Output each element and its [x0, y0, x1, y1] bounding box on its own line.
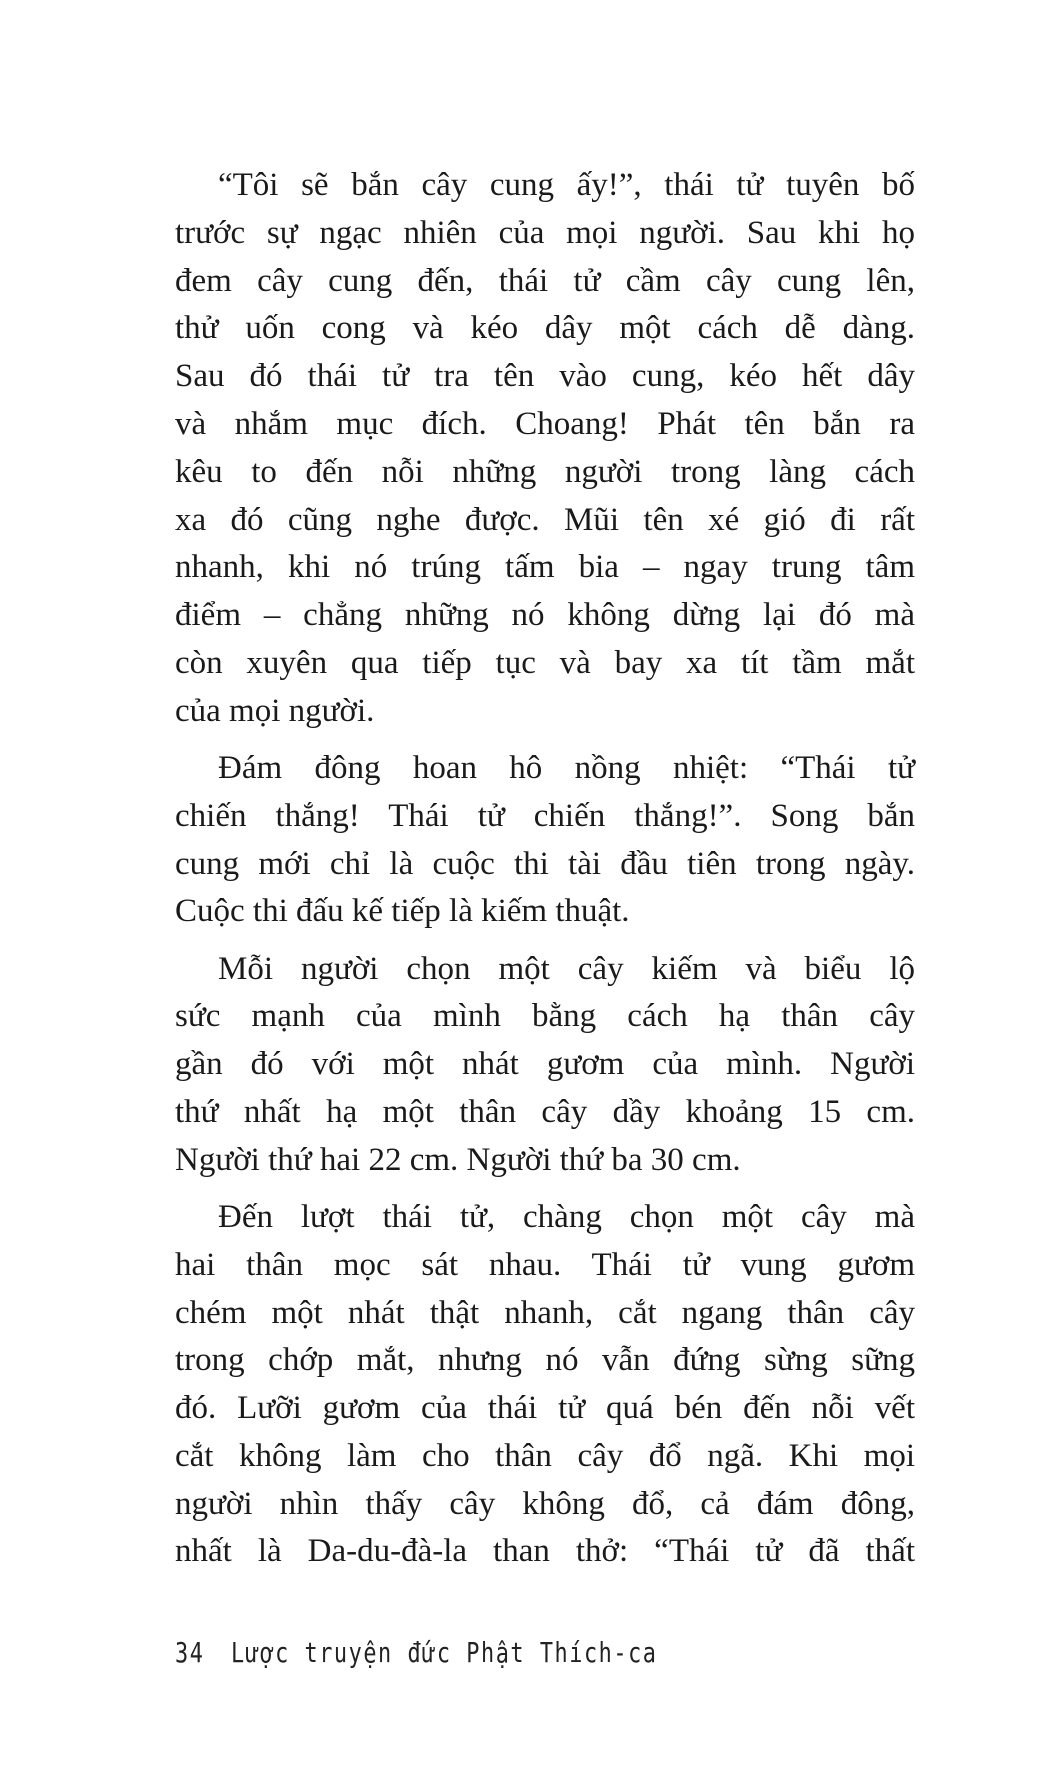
text-line: nhất là Da-du-đà-la than thở: “Thái tử đã thất — [175, 1533, 915, 1570]
running-title: Lược truyện đức Phật Thích-ca — [230, 1636, 658, 1669]
text-line: đem cây cung đến, thái tử cầm cây cung lên, — [175, 262, 915, 299]
text-line: người nhìn thấy cây không đổ, cả đám đông, — [175, 1485, 915, 1522]
text-line: Cuộc thi đấu kế tiếp là kiếm thuật. — [175, 893, 630, 930]
paragraph-3 — [175, 946, 915, 1185]
text-line: “Tôi sẽ bắn cây cung ấy!”, thái tử tuyên bố — [218, 167, 915, 203]
text-line: hai thân mọc sát nhau. Thái tử vung gươm — [175, 1246, 915, 1283]
text-line: còn xuyên qua tiếp tục và bay xa tít tầm mắt — [175, 644, 915, 681]
text-line: Người thứ hai 22 cm. Người thứ ba 30 cm. — [175, 1141, 741, 1178]
text-line: thứ nhất hạ một thân cây dầy khoảng 15 cm. — [175, 1093, 915, 1130]
body-text — [175, 162, 915, 1586]
text-line: Đến lượt thái tử, chàng chọn một cây mà — [218, 1198, 915, 1235]
page-footer — [175, 1636, 658, 1676]
text-line: chém một nhát thật nhanh, cắt ngang thân cây — [175, 1294, 915, 1331]
text-line: của mọi người. — [175, 692, 375, 729]
text-line: kêu to đến nỗi những người trong làng cách — [175, 453, 915, 490]
text-line: và nhắm mục đích. Choang! Phát tên bắn ra — [175, 405, 915, 442]
text-line: cung mới chỉ là cuộc thi tài đầu tiên trong ngày. — [175, 845, 915, 882]
text-line: chiến thắng! Thái tử chiến thắng!”. Song bắn — [175, 797, 915, 834]
text-line: Đám đông hoan hô nồng nhiệt: “Thái tử — [218, 749, 915, 786]
page-number: 34 — [175, 1636, 205, 1669]
text-line: sức mạnh của mình bằng cách hạ thân cây — [175, 998, 915, 1035]
text-line: xa đó cũng nghe được. Mũi tên xé gió đi rất — [175, 501, 915, 538]
text-line: điểm – chẳng những nó không dừng lại đó mà — [175, 597, 915, 634]
text-line: đó. Lưỡi gươm của thái tử quá bén đến nỗi vết — [175, 1390, 915, 1427]
paragraph-4 — [175, 1194, 915, 1576]
text-line: nhanh, khi nó trúng tấm bia – ngay trung tâm — [175, 549, 915, 586]
paragraph-1 — [175, 162, 915, 736]
text-line: trong chớp mắt, nhưng nó vẫn đứng sừng sững — [175, 1342, 915, 1379]
text-line: gần đó với một nhát gươm của mình. Người — [175, 1046, 915, 1083]
text-line: trước sự ngạc nhiên của mọi người. Sau khi họ — [175, 214, 915, 251]
text-line: Sau đó thái tử tra tên vào cung, kéo hết dây — [175, 358, 915, 395]
text-line: cắt không làm cho thân cây đổ ngã. Khi mọi — [175, 1437, 915, 1474]
text-line: Mỗi người chọn một cây kiếm và biểu lộ — [218, 950, 915, 987]
text-line: thử uốn cong và kéo dây một cách dễ dàng. — [175, 310, 915, 347]
paragraph-2 — [175, 745, 915, 936]
